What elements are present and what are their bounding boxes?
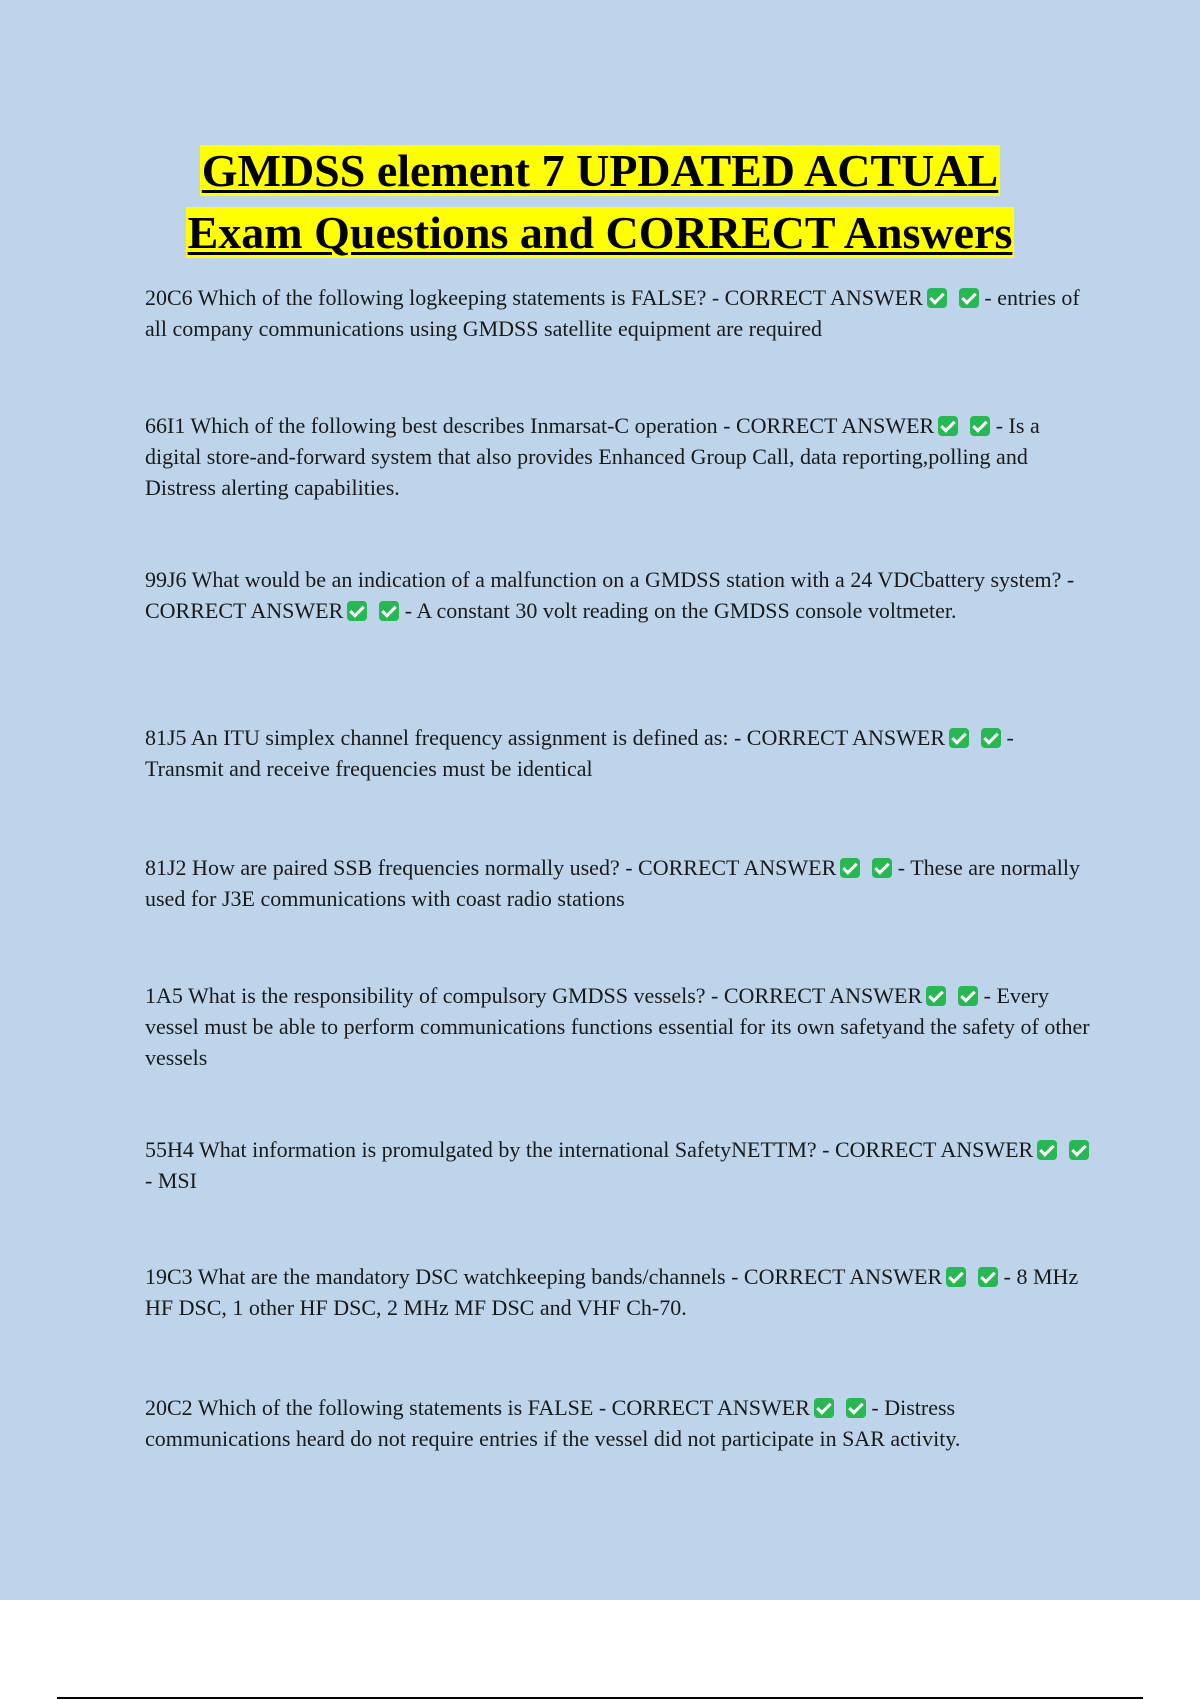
check-mark-icon [347, 601, 367, 621]
qa-item [145, 1261, 1090, 1323]
answer-text: - 8 MHz HF DSC, 1 other HF DSC, 2 MHz MF DSC and VHF Ch-70. [145, 1264, 1079, 1320]
qa-item [145, 722, 1090, 784]
answer-text: - Distress communications heard do not require entries if the vessel did not participate in SAR activity. [145, 1395, 961, 1451]
check-mark-icon [978, 1267, 998, 1287]
answer-text: - A constant 30 volt reading on the GMDSS console voltmeter. [404, 598, 957, 623]
question-text: 20C6 Which of the following logkeeping statements is FALSE? - CORRECT ANSWER [145, 285, 923, 310]
qa-item [145, 564, 1090, 626]
document-title [0, 140, 1200, 264]
question-text: 81J5 An ITU simplex channel frequency assignment is defined as: - CORRECT ANSWER [145, 725, 946, 750]
check-mark-icon [846, 1398, 866, 1418]
question-text: 19C3 What are the mandatory DSC watchkeeping bands/channels - CORRECT ANSWER [145, 1264, 943, 1289]
qa-item [145, 282, 1090, 344]
answer-text: - Transmit and receive frequencies must be identical [145, 725, 1014, 781]
question-text: 20C2 Which of the following statements is FALSE - CORRECT ANSWER [145, 1395, 810, 1420]
answer-text: - Every vessel must be able to perform communications functions essential for its own safetyand the safety of other vessels [145, 983, 1090, 1070]
check-mark-icon [379, 601, 399, 621]
check-mark-icon [872, 858, 892, 878]
check-mark-icon [814, 1398, 834, 1418]
check-mark-icon [938, 416, 958, 436]
qa-item [145, 980, 1090, 1073]
check-mark-icon [970, 416, 990, 436]
check-mark-icon [949, 728, 969, 748]
answer-text: - entries of all company communications using GMDSS satellite equipment are required [145, 285, 1080, 341]
check-mark-icon [959, 288, 979, 308]
check-mark-icon [926, 986, 946, 1006]
check-mark-icon [981, 728, 1001, 748]
footer-divider [57, 1697, 1143, 1699]
check-mark-icon [927, 288, 947, 308]
check-mark-icon [840, 858, 860, 878]
question-text: 66I1 Which of the following best describes Inmarsat-C operation - CORRECT ANSWER [145, 413, 935, 438]
title-line-2: Exam Questions and CORRECT Answers [187, 207, 1013, 258]
question-text: 81J2 How are paired SSB frequencies normally used? - CORRECT ANSWER [145, 855, 837, 880]
answer-text: - Is a digital store-and-forward system that also provides Enhanced Group Call, data reporting,polling and Distress alerting capabilities. [145, 413, 1040, 500]
check-mark-icon [946, 1267, 966, 1287]
qa-item [145, 852, 1090, 914]
title-line-1: GMDSS element 7 UPDATED ACTUAL [201, 145, 999, 196]
check-mark-icon [1069, 1140, 1089, 1160]
qa-item [145, 410, 1090, 503]
answer-text: - These are normally used for J3E communications with coast radio stations [145, 855, 1081, 911]
check-mark-icon [1037, 1140, 1057, 1160]
check-mark-icon [958, 986, 978, 1006]
question-text: 55H4 What information is promulgated by the international SafetyNETTM? - CORRECT ANSWER [145, 1137, 1034, 1162]
question-text: 99J6 What would be an indication of a malfunction on a GMDSS station with a 24 VDCbattery system? - CORRECT ANSWER [145, 567, 1075, 623]
answer-text: - MSI [145, 1168, 197, 1193]
question-text: 1A5 What is the responsibility of compulsory GMDSS vessels? - CORRECT ANSWER [145, 983, 923, 1008]
qa-item [145, 1392, 1090, 1454]
qa-item [145, 1134, 1090, 1196]
